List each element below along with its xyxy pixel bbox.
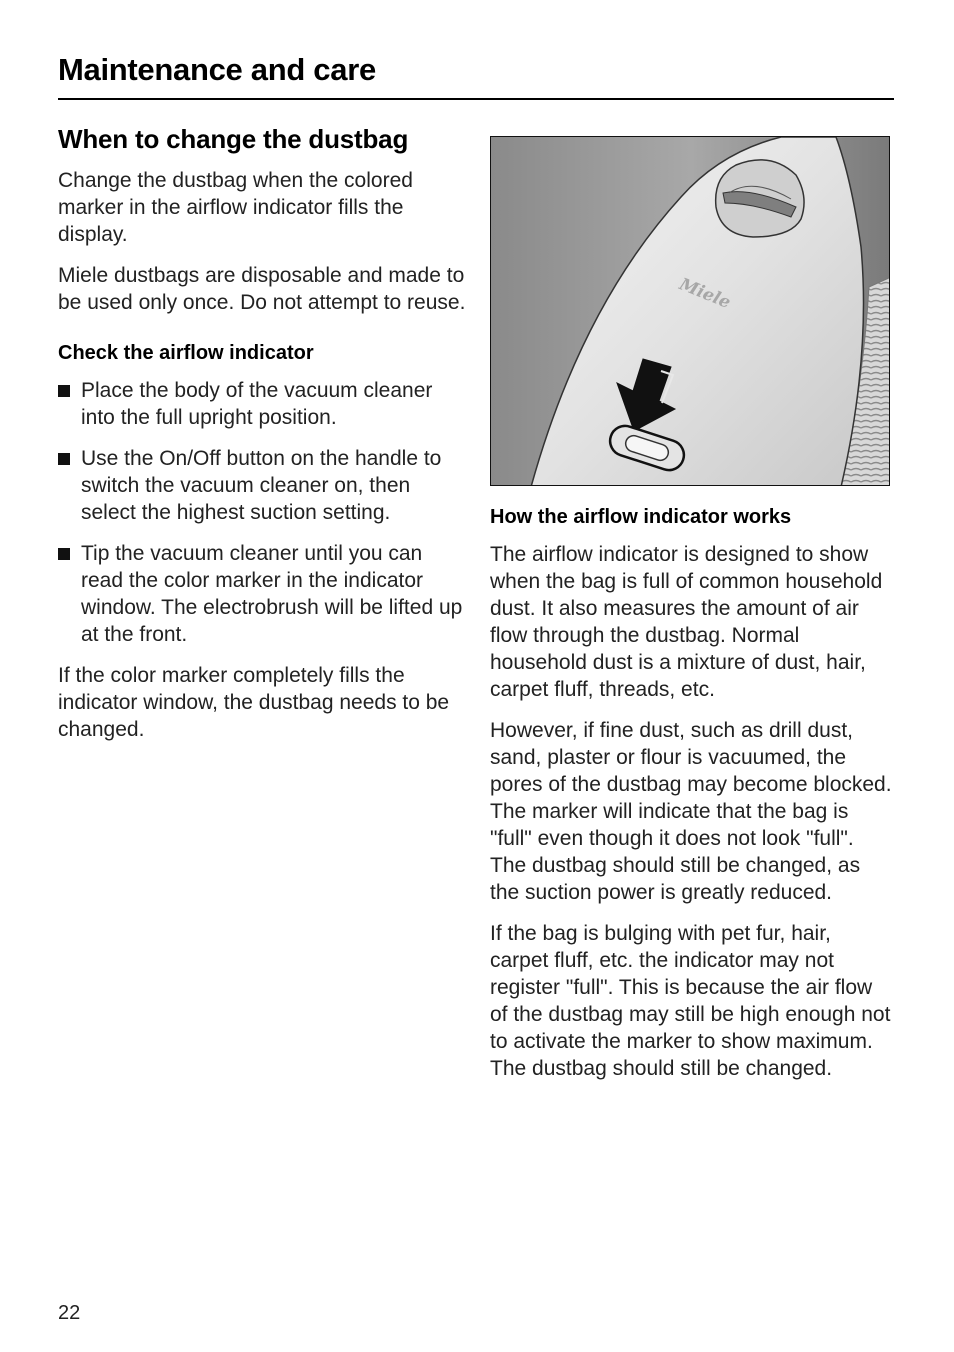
list-item xyxy=(58,377,468,431)
indicator-description-paragraph: The airflow indicator is designed to show when the bag is full of common household dust. It also measures the amount of air flow through the dustbag. Normal household dust is a mixture of dust, hair, carpet fluff, threads, etc. xyxy=(490,543,883,701)
check-indicator-heading: Check the airflow indicator xyxy=(58,342,314,364)
list-item-text: Place the body of the vacuum cleaner into the full upright position. xyxy=(81,379,433,429)
bullet-square-icon xyxy=(58,385,70,397)
section-heading: When to change the dustbag xyxy=(58,124,409,154)
how-indicator-works-heading: How the airflow indicator works xyxy=(490,506,792,528)
list-item xyxy=(58,445,468,526)
left-column xyxy=(58,124,468,757)
page-header xyxy=(58,52,894,100)
brand-logo: Miele xyxy=(676,274,734,314)
list-item-text: Tip the vacuum cleaner until you can read the color marker in the indicator window. The electrobrush will be lifted up at the front. xyxy=(81,542,463,646)
list-item-text: Use the On/Off button on the handle to switch the vacuum cleaner on, then select the highest suction setting. xyxy=(81,447,442,524)
intro-paragraph: Change the dustbag when the colored marker in the airflow indicator fills the display. xyxy=(58,169,413,246)
airflow-indicator-figure xyxy=(490,136,890,486)
page-number: 22 xyxy=(58,1302,81,1324)
list-item xyxy=(58,540,468,648)
right-column xyxy=(490,136,894,1096)
vacuum-illustration xyxy=(491,137,890,486)
fine-dust-paragraph: However, if fine dust, such as drill dust, sand, plaster or flour is vacuumed, the pores of the dustbag may become blocked. The marker will indicate that the bag is "full" even though it does not look "full". The dustbag should still be changed, as the suction power is greatly reduced. xyxy=(490,719,892,904)
page-title: Maintenance and care xyxy=(58,52,376,87)
bullet-square-icon xyxy=(58,453,70,465)
bullet-square-icon xyxy=(58,548,70,560)
bulging-bag-paragraph: If the bag is bulging with pet fur, hair, carpet fluff, etc. the indicator may not register "full". This is because the air flow of the dustbag may still be high enough not to activate the marker to show maximum. The dustbag should still be changed. xyxy=(490,922,891,1080)
instruction-list xyxy=(58,377,468,648)
disposable-paragraph: Miele dustbags are disposable and made to be used only once. Do not attempt to reuse. xyxy=(58,264,466,314)
conclusion-paragraph: If the color marker completely fills the indicator window, the dustbag needs to be changed. xyxy=(58,664,450,741)
